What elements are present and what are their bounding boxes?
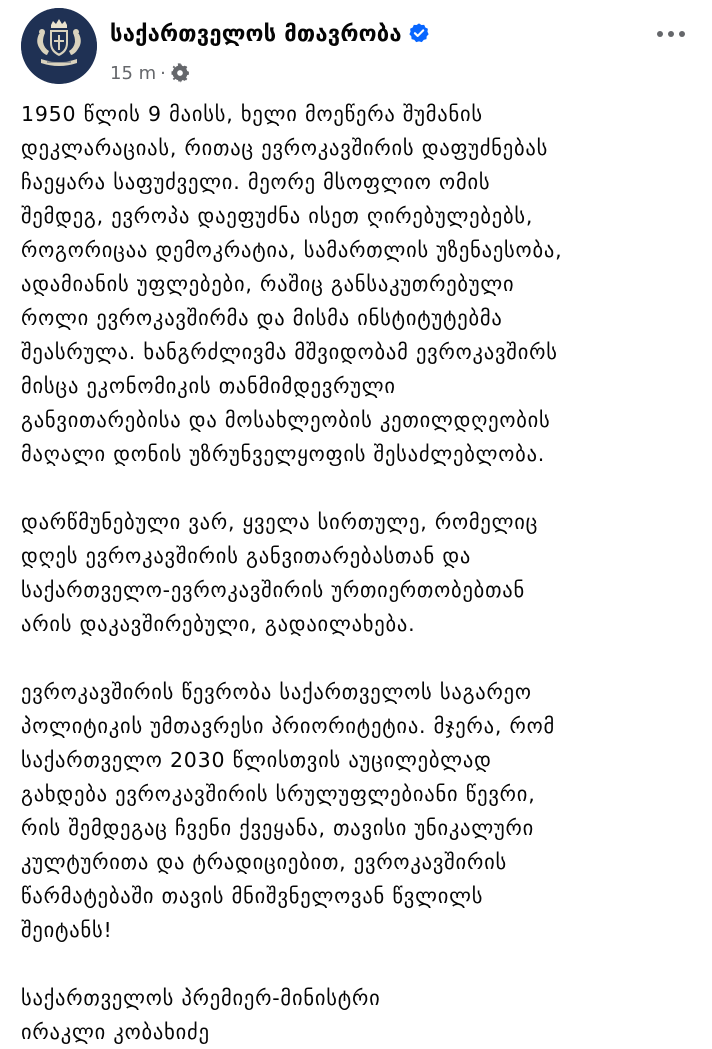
page-avatar[interactable] <box>21 8 97 84</box>
more-options-icon <box>653 22 689 46</box>
page-name[interactable]: საქართველოს მთავრობა <box>110 22 402 47</box>
post-signature: საქართველოს პრემიერ-მინისტრი ირაკლი კობახიძე <box>21 986 381 1044</box>
post-body <box>21 97 697 1049</box>
post-paragraph: დარწმუნებული ვარ, ყველა სირთულე, რომელიც დღეს ევროკავშირის განვითარებასთან და საქართველო-ევროკავშირის ურთიერთობებთან არის დაკავშირებული, გადაილახება. <box>21 510 539 636</box>
meta-separator: · <box>160 63 166 84</box>
post-header <box>21 8 691 88</box>
georgia-government-coat-of-arms-icon <box>21 8 97 84</box>
post-meta <box>110 63 190 84</box>
more-options-button[interactable] <box>653 22 689 46</box>
post-paragraph: 1950 წლის 9 მაისს, ხელი მოეწერა შუმანის დეკლარაციას, რითაც ევროკავშირის დაფუძნებას ჩაეყარა საფუძველი. მეორე მსოფლიო ომის შემდეგ, ევროპა დაეფუძნა ისეთ ღირებულებებს, როგორიცაა დემოკრატია, სამართლის უზენაესობა, ადამიანის უფლებები, რაშიც განსაკუთრებული როლი ევროკავშირმა და მისმა ინსტიტუტებმა შეასრულა. ხანგრძლივმა მშვიდობამ ევროკავშირს მისცა ეკონომიკის თანმიმდევრული განვითარებისა და მოსახლეობის კეთილდღეობის მაღალი დონის უზრუნველყოფის შესაძლებლობა. <box>21 102 563 466</box>
verified-badge-icon <box>408 22 430 44</box>
post-timestamp[interactable]: 15 m <box>110 63 157 84</box>
post-paragraph: ევროკავშირის წევრობა საქართველოს საგარეო პოლიტიკის უმთავრესი პრიორიტეტია. მჯერა, რომ საქართველო 2030 წლისთვის აუცილებლად გახდება ევროკავშირის სრულუფლებიანი წევრი, რის შემდეგაც ჩვენი ქვეყანა, თავისი უნიკალური კულტურითა და ტრადიციებით, ევროკავშირის წარმატებაში თავის მნიშვნელოვან წვლილს შეიტანს! <box>21 680 555 942</box>
gear-icon[interactable] <box>170 63 190 83</box>
page-name-row <box>110 22 430 47</box>
